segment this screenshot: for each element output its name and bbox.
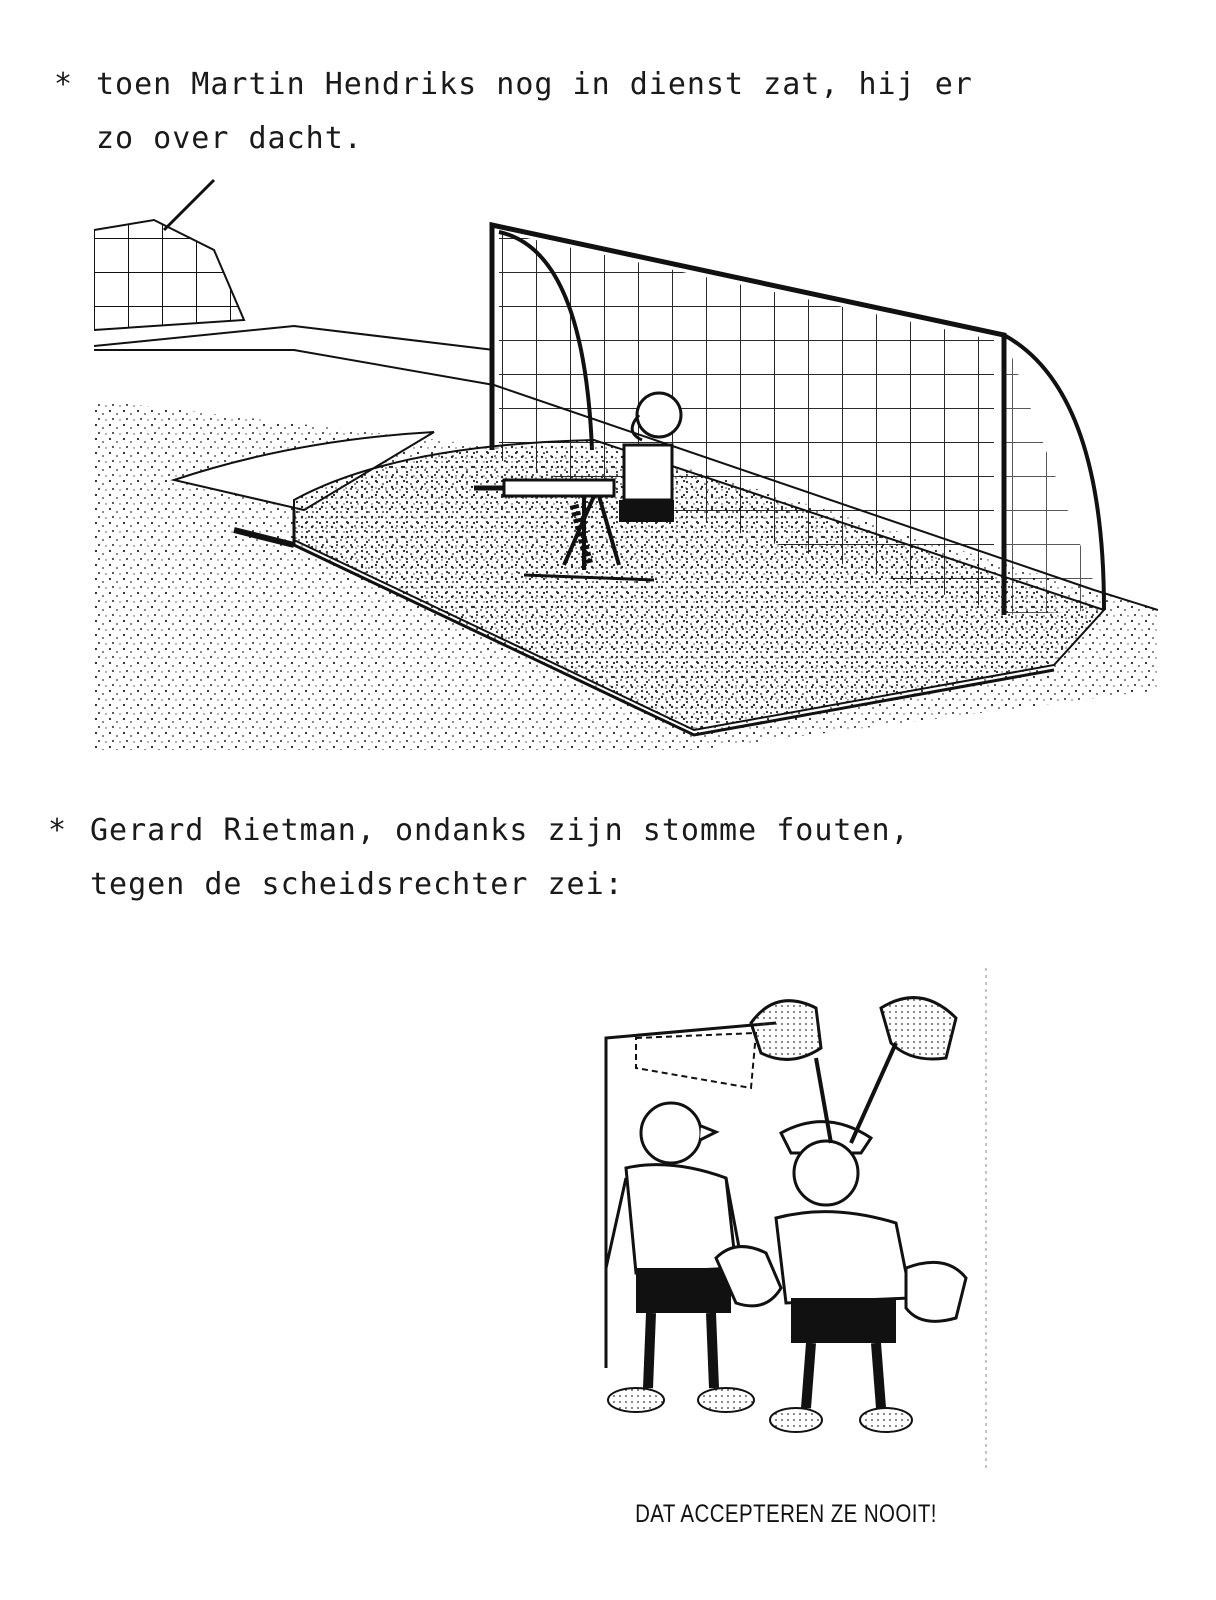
cartoon-caption: DAT ACCEPTEREN ZE NOOIT! bbox=[635, 1500, 937, 1528]
bullet-item-1 bbox=[54, 58, 973, 166]
bullet-line: zo over dacht. bbox=[96, 121, 363, 156]
goalkeeper-giant-gloves-cartoon bbox=[576, 968, 996, 1468]
bullet-line: toen Martin Hendriks nog in dienst zat, hij er bbox=[96, 67, 973, 102]
bullet-item-2 bbox=[48, 804, 910, 912]
bullet-line: tegen de scheidsrechter zei: bbox=[90, 867, 624, 902]
goalkeeper-machine-gun-cartoon bbox=[94, 170, 1158, 770]
bullet-marker: * bbox=[48, 813, 68, 848]
bullet-marker: * bbox=[54, 67, 74, 102]
bullet-line: Gerard Rietman, ondanks zijn stomme fouten, bbox=[90, 813, 910, 848]
